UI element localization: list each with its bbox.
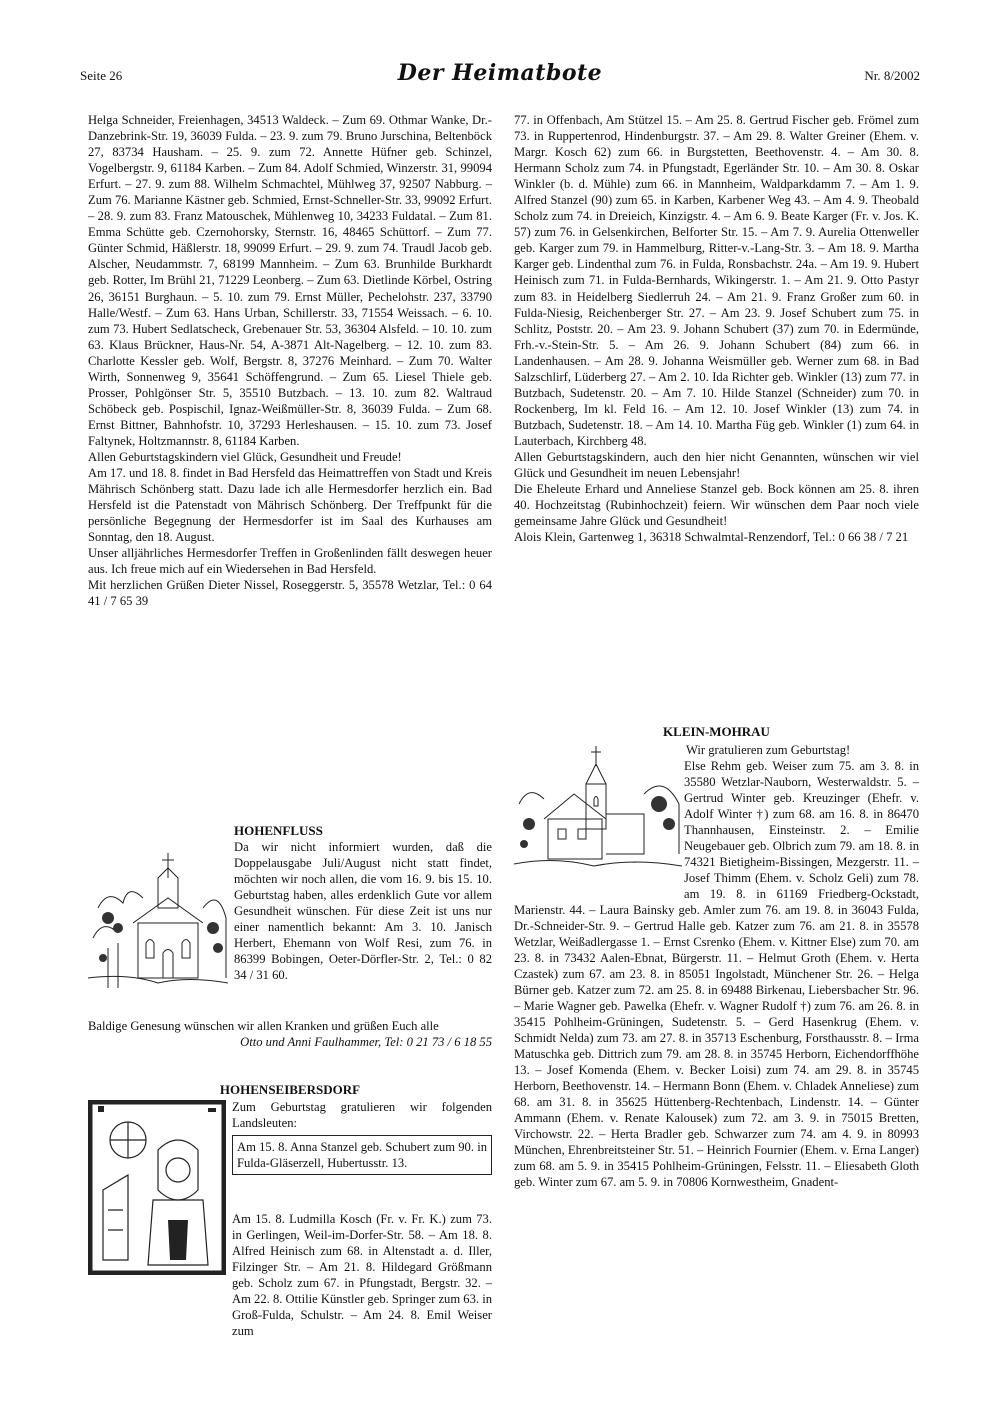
meeting-cancel-notice: Unser alljährliches Hermesdorfer Treffen in Großenlinden fällt deswegen heuer aus. Ich freue mich auf ein Wiedersehen in Bad Hersfeld. <box>88 546 492 577</box>
highlighted-birthday: Am 15. 8. Anna Stanzel geb. Schubert zum 90. in Fulda-Gläserzell, Hubertusstr. 13. <box>237 1140 487 1170</box>
masthead-logo: Der Heimatbote <box>397 60 603 86</box>
page-header <box>80 60 920 96</box>
hohenseibersdorf-list-wrap <box>88 1211 492 1339</box>
hohenfluss-section <box>234 823 492 983</box>
highlighted-birthday-box <box>232 1135 492 1175</box>
hohenfluss-closing: Baldige Genesung wünschen wir allen Kranken und grüßen Euch alle <box>88 1019 439 1033</box>
klein-mohrau-heading <box>514 724 919 740</box>
right-wishes: Allen Geburtstagskindern, auch den hier nicht Genannten, wünschen wir viel Glück und Gesundheit im neuen Lebensjahr! <box>514 449 919 481</box>
anniversary-notice: Die Eheleute Erhard und Anneliese Stanzel geb. Bock können am 25. 8. ihren 40. Hochzeitstag (Rubinhochzeit) feiern. Wir wünschen dem Paar noch viele gemeinsame Jahre Glück und Gesundheit! <box>514 482 919 529</box>
hohenseibersdorf-intro: Zum Geburtstag gratulieren wir folgenden Landsleuten: <box>232 1100 492 1130</box>
hohenfluss-closing-block <box>88 1018 492 1050</box>
klein-mohrau-intro: Wir gratulieren zum Geburtstag! <box>686 743 851 757</box>
author-signature: Mit herzlichen Grüßen Dieter Nissel, Roseggerstr. 5, 35578 Wetzlar, Tel.: 0 64 41 / 7 65 39 <box>88 578 492 609</box>
hohenseibersdorf-heading <box>88 1082 492 1098</box>
page-number: Seite 26 <box>80 68 123 83</box>
left-column <box>88 112 492 609</box>
hohenseibersdorf-title: HOHENSEIBERSDORF <box>219 1082 361 1097</box>
hohenseibersdorf-text: Am 15. 8. Ludmilla Kosch (Fr. v. Fr. K.) zum 73. in Gerlingen, Weil-im-Dorfer-Str. 58. – Am 18. 8. Alfred Heinisch zum 68. in Altenstadt a. d. Iller, Filzinger Str. – Am 21. 8. Hildegard Größmann geb. Scholz zum 67. in Pfungstadt, Bergstr. 32. – Am 22. 8. Ottilie Künstler geb. Springer zum 63. in Groß-Fulda, Schulstr. – Am 24. 8. Emil Weiser zum <box>232 1212 492 1338</box>
illustration-spacer <box>514 758 684 894</box>
chapel-illustration <box>88 848 228 1018</box>
hohenseibersdorf-section <box>232 1099 492 1179</box>
klein-mohrau-text: Else Rehm geb. Weiser zum 75. am 3. 8. in 35580 Wetzlar-Nauborn, Westerwaldstr. 5. – Gertrud Winter geb. Kreuzinger (Ehefr. v. Adolf Winter †) zum 68. am 16. 8. in 86470 Thannhausen, Einsteinstr. 2. – Emilie Neugebauer geb. Olbrich zum 79. am 18. 8. in 74321 Bietigheim-Bissingen, Mezgerstr. 11. – Josef Thimm (Ehem. v. Scholz Geli) zum 78. am 19. 8. in 61169 Friedberg-Ockstadt, Marienstr. 44. – Laura Bainsky geb. Amler zum 76. am 19. 8. in 36043 Fulda, Dr.-Schneider-Str. 9. – Gertrud Halle geb. Katzer zum 76. am 21. 8. in 35578 Wetzlar, Weißadlergasse 1. – Ernst Csrenko (Ehem. v. Kittner Else) zum 70. am 23. 8. in 73432 Aalen-Ebnat, Bürgerstr. 11. – Helmut Groth (Ehem. v. Herta Czastek) zum 67. am 23. 8. in 85051 Ingolstadt, Münchener Str. 26. – Helga Bürner geb. Katzer zum 72. am 25. 8. in 69488 Birkenau, Liebersbacher Str. 96. – Marie Wagner geb. Pawelka (Ehefr. v. Wagner Rudolf †) zum 76. am 26. 8. in 35415 Pohlheim-Grüningen, Sudetenstr. 5. – Gerd Hasenkrug (Ehem. v. Schmidt Nelda) zum 73. am 27. 8. in 35713 Eschenburg, Forsthausstr. 8. – Irma Matuschka geb. Dittrich zum 79. am 28. 8. in 35745 Herborn, Eichendorffhöhe 13. – Josef Komenda (Ehem. v. Becker Loisi) zum 74. am 29. 8. in 35745 Herborn, Beethovenstr. 14. – Hermann Bonn (Ehem. v. Chladek Anneliese) zum 68. am 31. 8. in 35625 Hüttenberg-Rechtenbach, Lindenstr. 14. – Günter Ammann (Ehem. v. Renate Kalousek) zum 72. am 3. 9. in 75015 Bretten, Virchowstr. 22. – Herta Bradler geb. Schwarzer zum 74. am 4. 9. in 80993 München, Ehrenbreitsteiner Str. 51. – Heinrich Fournier (Ehem. v. Erna Langer) zum 68. am 5. 9. in 35415 Pohlheim-Grüningen, Felsstr. 11. – Eliesabeth Gloth geb. Winter zum 67. am 5. 9. in 70806 Kornwestheim, Gnadent- <box>514 759 919 1189</box>
birthday-list-right: 77. in Offenbach, Am Stützel 15. – Am 25. 8. Gertrud Fischer geb. Frömel zum 73. in Ruppertenrod, Hindenburgstr. 37. – Am 29. 8. Walter Greiner (Ehem. v. Margr. Kosch 62) zum 66. in Burgstetten, Beethovenstr. 4. – Am 30. 8. Hermann Scholz zum 74. in Pfungstadt, Egerländer Str. 10. – Am 30. 8. Oskar Winkler (b. d. Mühle) zum 66. in Mannheim, Waldparkdamm 7. – Am 1. 9. Alfred Stanzel (90) zum 65. in Karben, Karbener Weg 43. – Am 4. 9. Theobald Scholz zum 74. in Dreieich, Kinzigstr. 4. – Am 6. 9. Beate Karger (Fr. v. Jos. K. 57) zum 76. in Gelsenkirchen, Belforter Str. 15. – Am 7. 9. Aurelia Ottenweller geb. Karger zum 79. in Hammelburg, Ritter-v.-Lang-Str. 3. – Am 18. 9. Martha Karger geb. Lindenthal zum 76. in Fulda, Ronsbachstr. 24a. – Am 19. 9. Hubert Heinisch zum 71. in Fulda-Bernhards, Wikingerstr. 1. – Am 21. 9. Otto Pastyr zum 83. in Heidelberg Siedlerruh 24. – Am 21. 9. Franz Großer zum 60. in Fulda-Niesig, Reichenberger Str. 27. – Am 23. 9. Josef Schubert zum 75. in Schlitz, Poststr. 20. – Am 23. 9. Johann Schubert (37) zum 70. in Edermünde, Frh.-v.-Stein-Str. 5. – Am 26. 9. Johann Schubert (84) zum 66. in Landenhausen. – Am 28. 9. Johanna Weismüller geb. Werner zum 68. in Bad Salzschlirf, Lüderberg 27. – Am 2. 10. Ida Richter geb. Winkler (13) zum 77. in Butzbach, Sudetenstr. 20. – Am 7. 10. Hilde Stanzel (Schneider) zum 70. in Rockenberg, Im kl. Feld 16. – Am 12. 10. Josef Winkler (13) zum 74. in Butzbach, Sudetenstr. 18. – Am 14. 10. Martha Füg geb. Winkler (1) zum 64. in Lauterbach, Kirchberg 48. <box>514 113 919 448</box>
birthday-list-left: Helga Schneider, Freienhagen, 34513 Waldeck. – Zum 69. Othmar Wanke, Dr.-Danzebrink-Str. 19, 36039 Fulda. – 23. 9. zum 79. Bruno Jurschina, Beltenböck 27, 83734 Hausham. – 25. 9. zum 72. Annette Hüfner geb. Schinzel, Vogelbergstr. 9, 61184 Karben. – Zum 84. Adolf Schmied, Winzerstr. 31, 99094 Erfurt. – 27. 9. zum 88. Wilhelm Schmachtel, Mühlweg 37, 92507 Nabburg. – Zum 76. Marianne Kästner geb. Schmied, Ernst-Schneller-Str. 33, 99092 Erfurt. – 28. 9. zum 83. Franz Matouschek, Mühlenweg 10, 34233 Fuldatal. – Zum 81. Emma Schütte geb. Czernohorsky, Sternstr. 16, 48465 Schüttorf. – Zum 77. Günter Schmid, Häßlerstr. 18, 99099 Erfurt. – 29. 9. zum 74. Traudl Jacob geb. Alscher, Neudammstr. 7, 68199 Mannheim. – Zum 63. Brunhilde Burkhardt geb. Rotter, Im Brühl 21, 71229 Leonberg. – Zum 63. Dietlinde Körbel, Ostring 26, 36151 Burghaun. – 5. 10. zum 79. Ernst Müller, Pechelohstr. 237, 33790 Halle/Westf. – Zum 63. Hans Urban, Schillerstr. 33, 71554 Weissach. – 6. 10. zum 73. Hubert Sedlatscheck, Grebenauer Str. 53, 36304 Alsfeld. – 10. 10. zum 63. Klaus Brückner, Haus-Nr. 54, A-3871 Alt-Nagelberg. – 12. 10. zum 83. Charlotte Kessler geb. Wolf, Bergstr. 8, 37276 Meinhard. – Zum 70. Walter Wirth, Sonnenweg 9, 35641 Schöffengrund. – Zum 65. Liesel Thiele geb. Prosser, Pohlgönser Str. 5, 35510 Butzbach. – 13. 10. zum 82. Waltraud Schöbeck geb. Pospischil, Ignaz-Weißmüller-Str. 8, 36039 Fulda. – Zum 68. Ernst Bittner, Bahnhofstr. 10, 37293 Herleshausen. – 15. 10. zum 73. Josef Faltynek, Holtzmannstr. 8, 61184 Karben. <box>88 113 492 448</box>
hohenfluss-title: HOHENFLUSS <box>234 823 323 838</box>
meeting-notice: Am 17. und 18. 8. findet in Bad Hersfeld das Heimattreffen von Stadt und Kreis Mährisch Schönberg statt. Dazu lade ich alle Hermesdorfer herzlich ein. Bad Hersfeld ist die Patenstadt von Mährisch Schönberg. Der Treffpunkt für die persönliche Begegnung der Hermesdorfer ist im Saal des Kurhauses am Sonntag, den 18. August. <box>88 466 492 545</box>
right-column <box>514 112 919 545</box>
klein-mohrau-section <box>514 742 919 1190</box>
klein-mohrau-title: KLEIN-MOHRAU <box>663 724 770 739</box>
issue-number: Nr. 8/2002 <box>864 68 920 83</box>
birthday-wishes: Allen Geburtstagskindern viel Glück, Gesundheit und Freude! <box>88 449 402 464</box>
hohenfluss-signature: Otto und Anni Faulhammer, Tel: 0 21 73 / 6 18 55 <box>240 1035 492 1049</box>
hohenfluss-text: Da wir nicht informiert wurden, daß die Doppelausgabe Juli/August nicht statt findet, möchten wir noch allen, die vom 16. 9. bis 15. 10. Geburtstag haben, alles erdenklich Gute vor allem Gesundheit wünschen. Für diese Zeit ist uns nur einer namentlich bekannt: Am 3. 10. Janisch Herbert, Ehemann von Wolf Resi, zum 76. in 86399 Bobingen, Oeter-Dörfler-Str. 2, Tel.: 0 82 34 / 31 60. <box>234 840 492 982</box>
right-signature: Alois Klein, Gartenweg 1, 36318 Schwalmtal-Renzendorf, Tel.: 0 66 38 / 7 21 <box>514 530 909 545</box>
